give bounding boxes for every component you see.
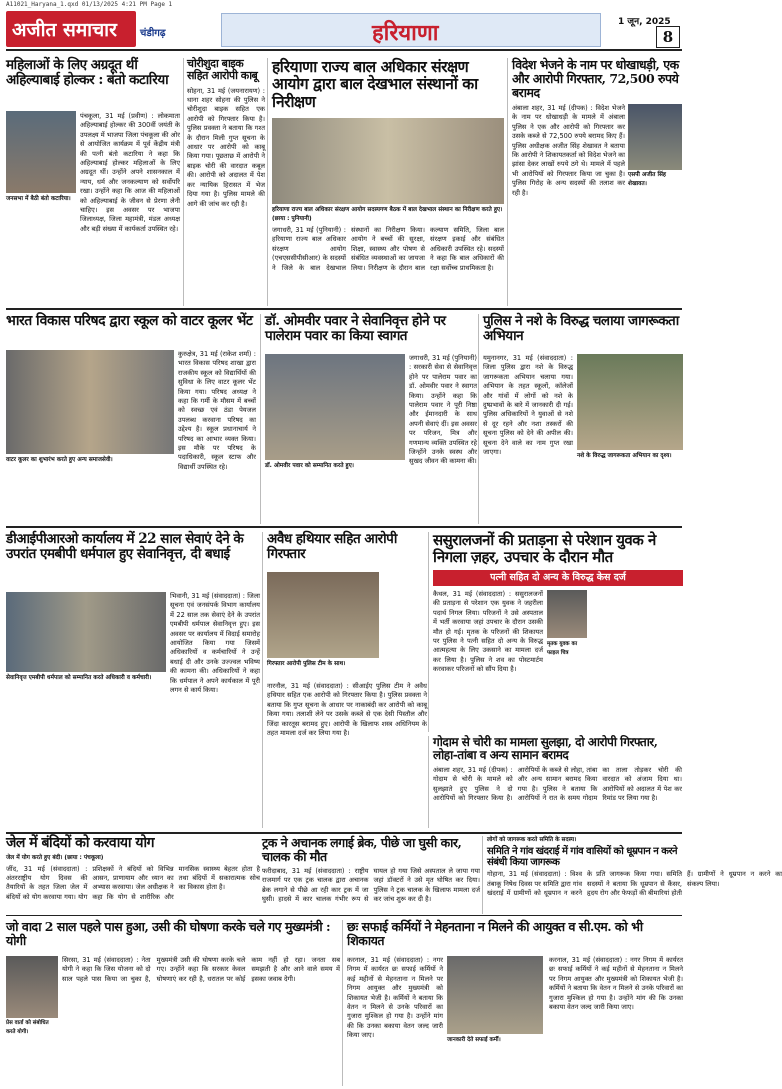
- photo-caption: हरियाणा राज्य बाल अधिकार संरक्षण आयोग सदस्यगण बैठक में बाल देखभाल संस्थान का निरीक्षण करते हुए। (छाया : पुनियानी): [272, 207, 503, 222]
- headline: महिलाओं के लिए अग्रदूत थीं अहिल्याबाई होल्कर : बंतो कटारिया: [6, 57, 169, 89]
- article-body: करनाल, 31 मई (संवाददाता) : नगर निगम में कार्यरत छः सफाई कर्मियों ने कई महीनों से मेहनताना न मिलने पर निगम आयुक्त और मुख्यमंत्री को शिकायत भेजी है। कर्मियों ने बताया कि वेतन न मिलने से उनके परिवारों का गुजारा मुश्किल हो गया है। उन्होंने मांग की कि उनका बकाया वेतन जल्द जारी किया जाए।: [347, 956, 443, 1040]
- article-truck-accident: [262, 836, 480, 912]
- photo: [272, 118, 504, 204]
- headline: जेल में बंदियों को करवाया योग: [6, 835, 155, 851]
- article-jail-yoga: [6, 836, 260, 914]
- section-bar: [221, 13, 601, 47]
- headline: अवैध हथियार सहित आरोपी गिरफ्तार: [267, 531, 397, 563]
- headline: विदेश भेजने के नाम पर धोखाधड़ी, एक और आरोपी गिरफ्तार, 72,500 रुपये बरामद: [512, 57, 679, 100]
- photo-caption: जनसभा में बैठी बंतो कटारिया।: [6, 196, 71, 202]
- article-diprpo-retirement: [6, 532, 260, 828]
- article-body: भिवानी, 31 मई (संवाददाता) : जिला सूचना एवं जनसंपर्क विभाग कार्यालय में 22 साल तक सेवाएं देने के उपरांत एमबीपी धर्मपाल सेवानिवृत्त हुए। इस अवसर पर कार्यालय में विदाई समारोह आयोजित किया गया जिसमें अधिकारियों व कर्मचारियों ने उन्हें बधाई दी और उनके उज्ज्वल भविष्य की कामना की। अधिकारियों ने कहा कि धर्मपाल ने अपने कार्यकाल में पूरी लगन से कार्य किया।: [170, 592, 260, 695]
- rule: [6, 915, 682, 916]
- print-line: A11021_Haryana_1.qxd 01/13/2025 4:21 PM Page 1: [6, 1, 173, 8]
- headline: गोदाम से चोरी का मामला सुलझा, दो आरोपी गिरफ्तार, लोहा-तांबा व अन्य सामान बरामद: [433, 735, 658, 763]
- article-visa-fraud: [507, 58, 682, 306]
- article-godown-theft: [428, 736, 682, 828]
- photo-caption: डॉ. ओमवीर पवार को सम्मानित करते हुए।: [265, 463, 354, 469]
- photo-caption: एसपी अजीत सिंह शेखावत।: [628, 172, 666, 187]
- article-body: सिरसा, 31 मई (संवाददाता) : नेता योगी ने कहा कि जिस योजना को दो साल पहले पास किया जा चुका है, मुख्यमंत्री उसी की घोषणा करके चले गए। उन्होंने कहा कि सरकार केवल घोषणाएं कर रही है, धरातल पर कोई काम नहीं हो रहा। जनता सब समझती है और आने वाले समय में इसका जवाब देगी।: [62, 956, 340, 983]
- article-water-cooler: [6, 314, 256, 524]
- photo: [628, 104, 682, 170]
- deck-bar: [433, 570, 683, 586]
- photo: [6, 592, 166, 672]
- article-body: नारनौल, 31 मई (संवाददाता) : सीआईए पुलिस टीम ने अवैध हथियार सहित एक आरोपी को गिरफ्तार किया है। पुलिस प्रवक्ता ने बताया कि गुप्त सूचना के आधार पर नाकाबंदी कर आरोपी को काबू किया गया। तलाशी लेने पर उसके कब्जे से एक देसी पिस्तौल और जिंदा कारतूस बरामद हुए। आरोपी के खिलाफ शस्त्र अधिनियम के तहत मामला दर्ज कर लिया गया है।: [267, 682, 427, 738]
- article-body: सोहना, 31 मई (जयनारायण) : थाना शहर सोहना की पुलिस ने चोरीशुदा बाइक सहित एक आरोपी को गिरफ्तार किया है। पुलिस प्रवक्ता ने बताया कि गश्त के दौरान मिली गुप्त सूचना के आधार पर आरोपी को काबू किया गया। पूछताछ में आरोपी ने बाइक चोरी की वारदात कबूल की। आरोपी को अदालत में पेश कर न्यायिक हिरासत में भेज दिया गया है। पुलिस मामले की आगे की जांच कर रही है।: [187, 86, 265, 208]
- photo: [547, 590, 587, 638]
- photo-caption: मृतक युवक का फाइल चित्र: [547, 641, 577, 656]
- article-body: अंबाला शहर, 31 मई (दीपक) : गोदाम से चोरी के मामले को सुलझाते हुए पुलिस ने दो आरोपियों को गिरफ्तार किया है। आरोपियों के कब्जे से लोहा, तांबा और अन्य सामान बरामद किया गया है। पुलिस ने बताया कि आरोपियों ने रात के समय गोदाम का ताला तोड़कर चोरी की वारदात को अंजाम दिया था। आरोपियों को अदालत में पेश कर रिमांड पर लिया गया है।: [433, 765, 682, 803]
- headline: छः सफाई कर्मियों ने मेहनताना न मिलने की आयुक्त व सी.एम. को भी शिकायत: [347, 919, 643, 948]
- headline: डॉ. ओमवीर पवार ने सेवानिवृत्त होने पर पालेराम पवार का किया स्वागत: [265, 313, 446, 345]
- headline: ट्रक ने अचानक लगाई ब्रेक, पीछे जा घुसी कार, चालक की मौत: [262, 835, 462, 864]
- article-body: अंबाला शहर, 31 मई (दीपक) : विदेश भेजने के नाम पर धोखाधड़ी के मामले में अंबाला पुलिस ने एक और आरोपी को गिरफ्तार कर उसके कब्जे से 72,500 रुपये बरामद किए हैं। पुलिस अधीक्षक अजीत सिंह शेखावत ने बताया कि आरोपी ने शिकायतकर्ता को विदेश भेजने का झांसा देकर लाखों रुपये ठगे थे। मामले में पहले भी आरोपियों को गिरफ्तार किया जा चुका है। पुलिस गिरोह के अन्य सदस्यों की तलाश कर रही है।: [512, 104, 625, 197]
- headline: चोरीशुदा बाइक सहित आरोपी काबू: [187, 57, 258, 83]
- headline: पुलिस ने नशे के विरुद्ध चलाया जागरूकता अभियान: [483, 313, 679, 345]
- photo: [577, 354, 683, 450]
- photo-caption: जानकारी देते सफाई कर्मी।: [447, 1037, 501, 1043]
- page-number-box: [656, 26, 680, 48]
- article-drug-awareness: [478, 314, 682, 524]
- article-body-continued: करनाल, 31 मई (संवाददाता) : नगर निगम में कार्यरत छः सफाई कर्मियों ने कई महीनों से मेहनताना न मिलने पर निगम आयुक्त और मुख्यमंत्री को शिकायत भेजी है। कर्मियों ने बताया कि वेतन न मिलने से उनके परिवारों का गुजारा मुश्किल हो गया है। उन्होंने मांग की कि उनका बकाया वेतन जल्द जारी किया जाए।: [549, 956, 683, 1012]
- photo-caption: जेल में योग करते हुए बंदी। (छाया : पंचकूला): [6, 854, 104, 861]
- article-smoking-awareness: [482, 836, 782, 914]
- photo-caption: नशे के विरुद्ध जागरूकता अभियान का दृश्य।: [577, 453, 672, 459]
- article-body: पंचकूला, 31 मई (प्रवीण) : लोकमाता अहिल्याबाई होल्कर की 300वीं जयंती के उपलक्ष्य में भाजपा जिला पंचकूला की ओर से आयोजित कार्यक्रम में पूर्व केंद्रीय मंत्री की पत्नी बंतो कटारिया ने कहा कि अहिल्याबाई होल्कर महिलाओं के लिए अग्रदूत थीं। उन्होंने अपने शासनकाल में न्याय, धर्म और जनकल्याण को सर्वोपरि रखा। उन्होंने कहा कि आज की महिलाओं को अहिल्याबाई के जीवन से प्रेरणा लेनी चाहिए। इस अवसर पर भाजपा जिलाध्यक्ष, जिला महामंत्री, मंडल अध्यक्ष और बड़ी संख्या में कार्यकर्ता उपस्थित रहे।: [80, 112, 180, 233]
- headline: समिति ने गांव खंदराई में गांव वासियों को धूम्रपान न करने संबंधी किया जागरूक: [487, 846, 678, 869]
- article-body: जगाधरी, 31 मई (पुनियानी) : हरियाणा राज्य बाल अधिकार संरक्षण आयोग (एचएससीपीसीआर) के सदस्यों ने जिले के बाल देखभाल संस्थानों का निरीक्षण किया। आयोग ने बच्चों की सुरक्षा, शिक्षा, स्वास्थ्य और पोषण से संबंधित व्यवस्थाओं का जायजा लिया। निरीक्षण के दौरान बाल कल्याण समिति, जिला बाल संरक्षण इकाई और संबंधित अधिकारी उपस्थित रहे। सदस्यों ने कहा कि बाल अधिकारों की रक्षा सर्वोच्च प्राथमिकता है।: [272, 226, 504, 272]
- masthead: [6, 11, 682, 51]
- article-yogi-statement: [6, 920, 340, 1086]
- article-child-rights: [267, 58, 505, 306]
- article-body: कुरुक्षेत्र, 31 मई (राकेश शर्मा) : भारत विकास परिषद शाखा द्वारा राजकीय स्कूल को विद्यार्थियों की सुविधा के लिए वाटर कूलर भेंट किया गया। परिषद अध्यक्ष ने कहा कि गर्मी के मौसम में बच्चों को स्वच्छ एवं ठंडा पेयजल उपलब्ध करवाना परिषद का उद्देश्य है। स्कूल प्रधानाचार्य ने परिषद का आभार व्यक्त किया। इस मौके पर परिषद के पदाधिकारी, स्कूल स्टाफ और विद्यार्थी उपस्थित रहे।: [178, 350, 256, 471]
- issue-date: 1 जून, 2025: [618, 17, 671, 27]
- article-sanitation-workers: [342, 920, 682, 1086]
- photo-caption: गिरफ्तार आरोपी पुलिस टीम के साथ।: [267, 661, 346, 667]
- article-body: गोहाना, 31 मई (संवाददाता) : विश्व तंबाकू निषेध दिवस पर समिति द्वारा गांव खंदराई में ग्रामीणों को धूम्रपान न करने के प्रति जागरूक किया गया। समिति सदस्यों ने बताया कि धूम्रपान से कैंसर, हृदय रोग और फेफड़ों की बीमारियां होती हैं। ग्रामीणों ने धूम्रपान न करने का संकल्प लिया।: [487, 870, 782, 898]
- deck: पत्नी सहित दो अन्य के विरुद्ध केस दर्ज: [490, 572, 626, 583]
- article-body: यमुनानगर, 31 मई (संवाददाता) : जिला पुलिस द्वारा नशे के विरुद्ध जागरूकता अभियान चलाया गया। अभियान के तहत स्कूलों, कॉलेजों और गांवों में लोगों को नशे के दुष्प्रभावों के बारे में जानकारी दी गई। पुलिस अधिकारियों ने युवाओं से नशे से दूर रहने और नशा तस्करों की सूचना पुलिस को देने की अपील की। सूचना देने वाले का नाम गुप्त रखा जाएगा।: [483, 354, 573, 457]
- photo: [267, 572, 379, 658]
- photo: [6, 350, 174, 454]
- photo: [6, 956, 58, 1018]
- article-poison-death: [428, 532, 682, 732]
- headline: हरियाणा राज्य बाल अधिकार संरक्षण आयोग द्वारा बाल देखभाल संस्थानों का निरीक्षण: [272, 57, 478, 111]
- photo: [265, 354, 405, 460]
- article-amrit: [6, 58, 180, 306]
- article-body: कैथल, 31 मई (संवाददाता) : ससुरालजनों की प्रताड़ना से परेशान एक युवक ने जहरीला पदार्थ निगल लिया। परिजनों ने उसे अस्पताल में भर्ती करवाया जहां उपचार के दौरान उसकी मौत हो गई। मृतक के परिजनों की शिकायत पर पुलिस ने पत्नी सहित दो अन्य के विरुद्ध आत्महत्या के लिए उकसाने का मामला दर्ज कर लिया है। पुलिस ने शव का पोस्टमार्टम करवाकर परिजनों को सौंप दिया है।: [433, 590, 543, 674]
- headline: डीआईपीआरओ कार्यालय में 22 साल सेवाएं देने के उपरांत एमबीपी धर्मपाल हुए सेवानिवृत्त, दी बधाई: [6, 531, 244, 563]
- masthead-logo: [6, 11, 136, 47]
- headline: ससुरालजनों की प्रताड़ना से परेशान युवक ने निगला ज़हर, उपचार के दौरान मौत: [433, 531, 656, 566]
- photo: [6, 111, 76, 193]
- article-body: जगाधरी, 31 मई (पुनियानी) : सरकारी सेवा से सेवानिवृत्त होने पर पालेराम पवार का डॉ. ओमवीर पवार ने स्वागत किया। उन्होंने कहा कि पालेराम पवार ने पूरी निष्ठा और ईमानदारी के साथ अपनी सेवाएं दीं। इस अवसर पर परिजन, मित्र और गणमान्य व्यक्ति उपस्थित रहे जिन्होंने उनके स्वस्थ और सुखद जीवन की कामना की।: [409, 354, 477, 466]
- masthead-city: चंडीगढ़: [140, 28, 166, 39]
- rule: [6, 308, 682, 310]
- rule: [6, 832, 682, 834]
- photo-caption: लोगों को जागरूक करते समिति के सदस्य।: [487, 837, 577, 843]
- headline: भारत विकास परिषद द्वारा स्कूल को वाटर कूलर भेंट: [6, 313, 253, 329]
- rule: [6, 526, 682, 528]
- photo-caption: वाटर कूलर का शुभारंभ करते हुए अन्य समाजसेवी।: [6, 457, 113, 463]
- article-body: फरीदाबाद, 31 मई (संवाददाता) : राष्ट्रीय राजमार्ग पर एक ट्रक चालक द्वारा अचानक ब्रेक लगाने से पीछे आ रही कार ट्रक में जा घुसी। हादसे में कार चालक गंभीर रूप से घायल हो गया जिसे अस्पताल ले जाया गया जहां डॉक्टरों ने उसे मृत घोषित कर दिया। पुलिस ने ट्रक चालक के खिलाफ मामला दर्ज कर जांच शुरू कर दी है।: [262, 867, 480, 904]
- headline: जो वादा 2 साल पहले पास हुआ, उसी की घोषणा करके चले गए मुख्यमंत्री : योगी: [6, 919, 331, 948]
- photo-caption: प्रेस वार्ता को संबोधित करते योगी।: [6, 1020, 49, 1035]
- article-illegal-weapon: [262, 532, 426, 828]
- section-title: हरियाणा: [372, 20, 439, 46]
- page-number: 8: [662, 28, 674, 46]
- photo: [447, 956, 543, 1034]
- masthead-name: अजीत समाचार: [12, 19, 117, 41]
- photo-caption: सेवानिवृत्त एमबीपी धर्मपाल को सम्मानित करते अधिकारी व कर्मचारी।: [6, 675, 152, 681]
- article-retirement-pawar: [260, 314, 476, 524]
- article-body: जींद, 31 मई (संवाददाता) : अंतरराष्ट्रीय योग दिवस की तैयारियों के तहत जिला जेल में बंदियों को योग करवाया गया। योग प्रशिक्षकों ने बंदियों को विभिन्न आसन, प्राणायाम और ध्यान का अभ्यास करवाया। जेल अधीक्षक ने कहा कि योग से शारीरिक और मानसिक स्वास्थ्य बेहतर होता है तथा बंदियों में सकारात्मक सोच का विकास होता है।: [6, 864, 260, 901]
- article-bike-theft: [183, 58, 265, 306]
